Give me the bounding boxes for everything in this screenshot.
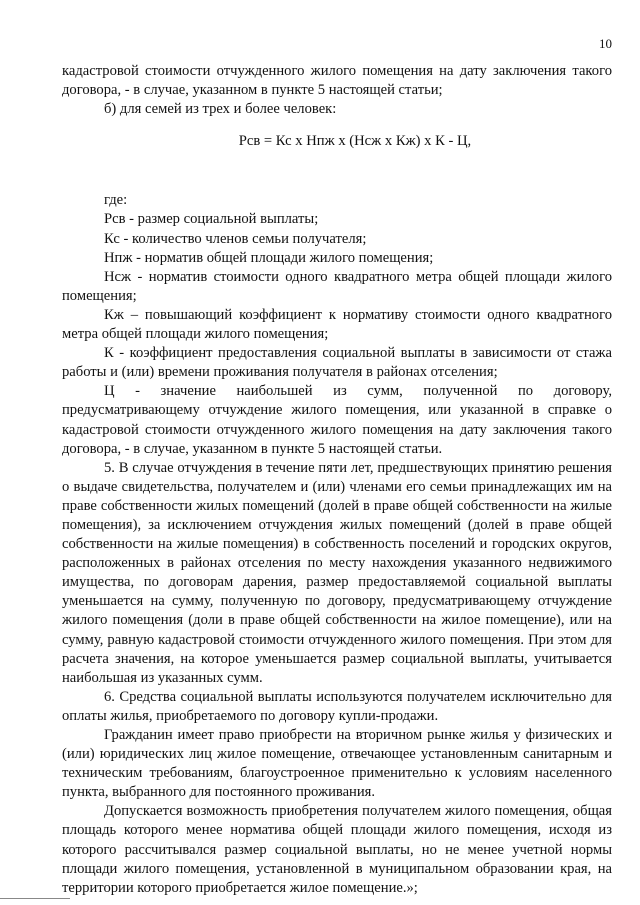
- paragraph-allowed-purchase: Допускается возможность приобретения получателем жилого помещения, общая площадь которого менее норматива общей площади жилого помещения, исходя из которого рассчитывался размер социальной выплаты, но не менее учетной нормы площади жилого помещения, установленной в муниципальном образовании края, на территории которого приобретается жилое помещение.»;: [62, 803, 612, 896]
- paragraph-continuation: кадастровой стоимости отчужденного жилого помещения на дату заключения такого договора, - в случае, указанном в пункте 5 настоящей статьи;: [62, 63, 612, 99]
- page-number: 10: [599, 36, 612, 51]
- definition-ts: Ц - значение наибольшей из сумм, полученной по договору, предусматривающему отчуждение жилого помещения, или указанной в справке о кадастровой стоимости отчужденного жилого помещения на дату заключения такого договора, - в случае, указанном в пункте 5 настоящей статьи.: [62, 383, 612, 457]
- definition-kzh: Кж – повышающий коэффициент к нормативу стоимости одного квадратного метра общей площади жилого помещения;: [62, 306, 612, 343]
- paragraph-item-6: 6. Средства социальной выплаты используются получателем исключительно для оплаты жилья, приобретаемого по договору купли-продажи.: [62, 688, 612, 724]
- definition-npzh: Нпж - норматив общей площади жилого помещения;: [104, 249, 434, 266]
- paragraph-subitem-b: б) для семей из трех и более человек:: [104, 101, 337, 118]
- definition-ks: Кс - количество членов семьи получателя;: [104, 230, 367, 247]
- scan-edge-line: [0, 898, 70, 899]
- document-body: [62, 62, 612, 898]
- paragraph-secondary-market: Гражданин имеет право приобрести на вторичном рынке жилья у физических и (или) юридических лиц жилое помещение, отвечающее установленным санитарным и техническим требованиям, благоустроенное применительно к условиям населенного пункта, выбранного для постоянного проживания.: [62, 727, 612, 801]
- paragraph-where: где:: [104, 192, 128, 209]
- paragraph-item-5: 5. В случае отчуждения в течение пяти лет, предшествующих принятию решения о выдаче свидетельства, получателем и (или) членами его семьи принадлежащих им на праве собственности жилых помещений (долей в праве общей собственности на жилые помещения), за исключением отчуждения жилых помещений (долей в праве общей собственности на жилые помещения) в собственность поселений и городских округов, расположенных в районах отселения по месту нахождения указанного недвижимого имущества, по договорам дарения, размер предоставляемой социальной выплаты уменьшается на сумму, полученную по договору, предусматривающему отчуждение жилого помещения (доли в праве общей собственности на жилое помещение), или на сумму, равную кадастровой стоимости отчужденного жилого помещения. При этом для расчета значения, на которое уменьшается размер социальной выплаты, учитывается наибольшая из указанных сумм.: [62, 459, 612, 686]
- definition-nszh: Нсж - норматив стоимости одного квадратного метра общей площади жилого помещения;: [62, 268, 612, 304]
- definition-rsv: Рсв - размер социальной выплаты;: [104, 211, 319, 228]
- definition-k: К - коэффициент предоставления социальной выплаты в зависимости от стажа работы и (или) времени проживания получателя в районах отселения;: [62, 345, 612, 381]
- formula: Рсв = Кс х Нпж х (Нсж х Кж) х К - Ц,: [238, 133, 472, 150]
